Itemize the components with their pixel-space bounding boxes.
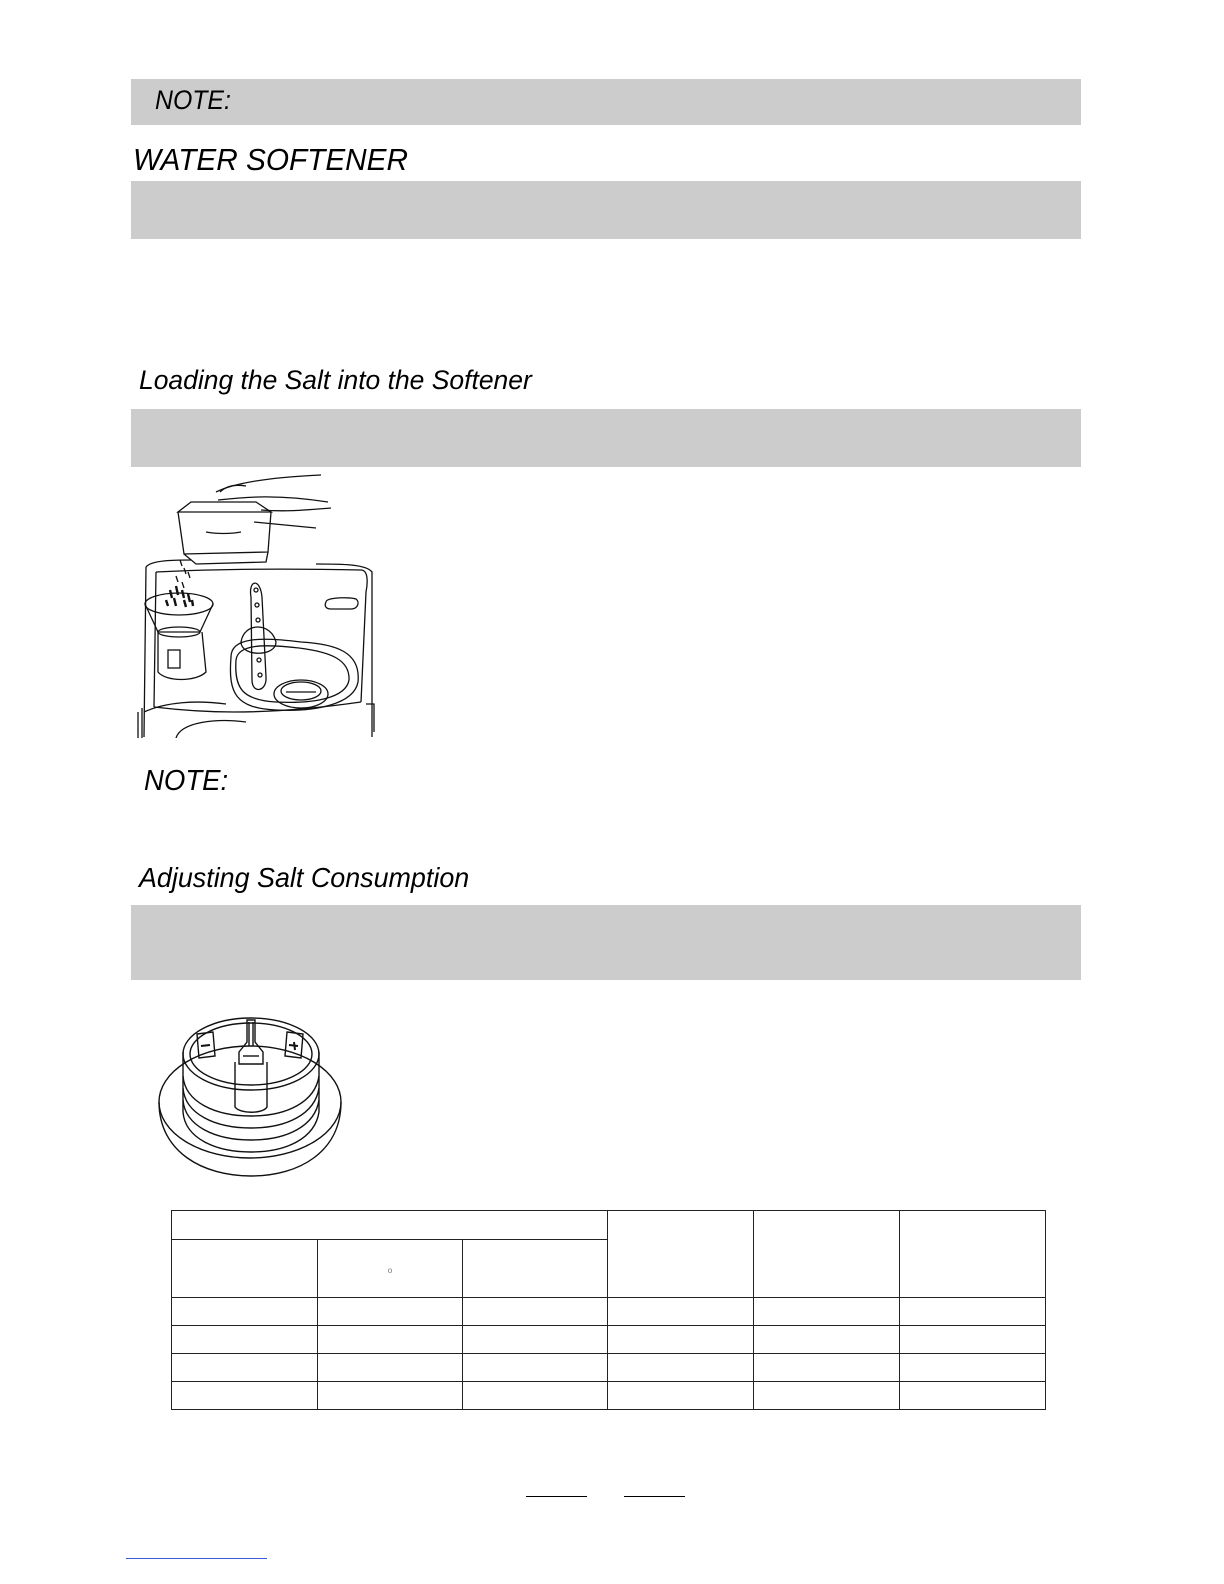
footer-underline-left: [526, 1496, 587, 1497]
salt-consumption-table: [171, 1210, 1046, 1410]
table-cell: [318, 1382, 463, 1410]
loading-salt-bar: [131, 409, 1081, 467]
table-cell: [608, 1382, 754, 1410]
footer-underline-right: [624, 1496, 685, 1497]
table-cell: [463, 1326, 608, 1354]
table-cell: [172, 1326, 318, 1354]
table-cell: [608, 1326, 754, 1354]
table-cell: [608, 1298, 754, 1326]
table-row: [172, 1298, 1046, 1326]
salt-loading-illustration: [136, 472, 381, 738]
salt-dial-illustration: [155, 1012, 345, 1182]
water-softener-bar: [131, 181, 1081, 239]
table-cell: [463, 1298, 608, 1326]
table-row: [172, 1326, 1046, 1354]
table-header-cell: [463, 1240, 608, 1298]
table-row: [172, 1354, 1046, 1382]
table-marker: o: [387, 1265, 393, 1275]
table-cell: [900, 1298, 1046, 1326]
table-cell: [754, 1354, 900, 1382]
link-underline[interactable]: [126, 1558, 267, 1559]
adjusting-salt-heading: Adjusting Salt Consumption: [139, 862, 470, 893]
table-cell: [754, 1326, 900, 1354]
table-cell: [172, 1298, 318, 1326]
table-cell: [754, 1298, 900, 1326]
table-cell: [900, 1326, 1046, 1354]
table-header-cell: [318, 1240, 463, 1298]
table-header-cell: [608, 1211, 754, 1298]
adjusting-salt-bar: [131, 905, 1081, 980]
table-cell: [754, 1382, 900, 1410]
note-top-bar: [131, 79, 1081, 125]
table-cell: [318, 1326, 463, 1354]
table-header-cell: [754, 1211, 900, 1298]
table-row: [172, 1382, 1046, 1410]
table-cell: [608, 1354, 754, 1382]
loading-salt-heading: Loading the Salt into the Softener: [139, 365, 532, 395]
note-mid-heading: NOTE:: [144, 765, 229, 797]
table-cell: [318, 1354, 463, 1382]
table-cell: [172, 1354, 318, 1382]
table-cell: [172, 1382, 318, 1410]
note-top-heading: NOTE:: [155, 85, 231, 115]
table-cell: [318, 1298, 463, 1326]
table-cell: [900, 1382, 1046, 1410]
water-softener-heading: WATER SOFTENER: [133, 142, 409, 177]
table-cell: [463, 1382, 608, 1410]
table-header-cell: [172, 1211, 608, 1240]
table-cell: [900, 1354, 1046, 1382]
table-header-cell: [900, 1211, 1046, 1298]
table-header-cell: [172, 1240, 318, 1298]
table-cell: [463, 1354, 608, 1382]
table-header-row-1: [172, 1211, 1046, 1240]
